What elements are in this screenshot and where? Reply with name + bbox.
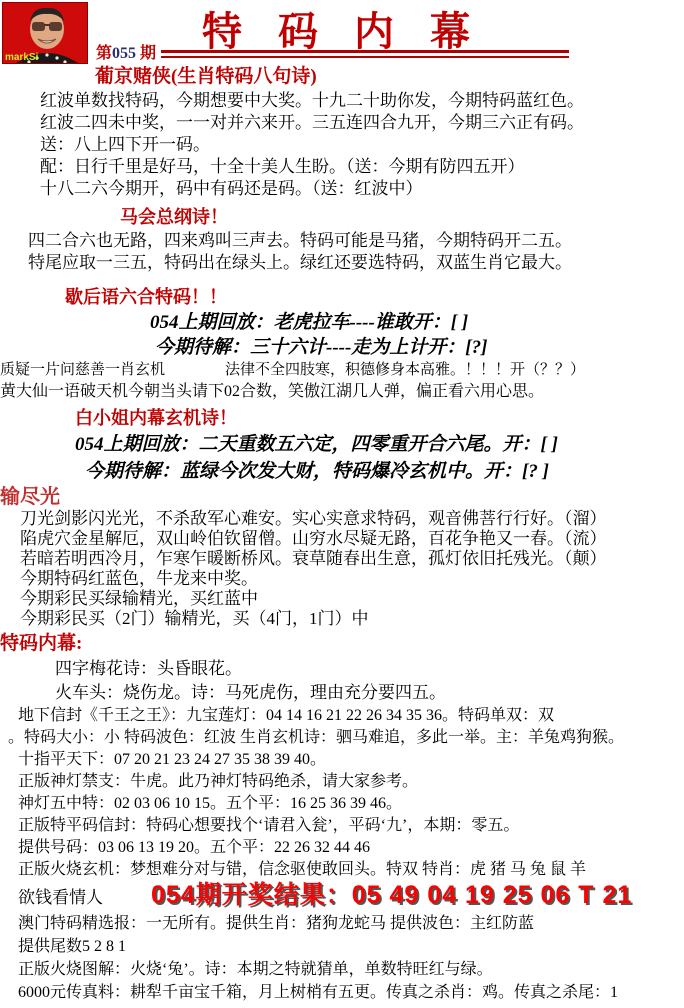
masthead	[0, 0, 684, 64]
sheet-body	[0, 64, 684, 1004]
logo-text: markSi	[5, 52, 39, 63]
title-double-underline	[161, 50, 569, 58]
poem-line: 四二合六也无路，四来鸡叫三声去。特码可能是马猪，今期特码开二五。	[28, 231, 572, 250]
masthead-logo	[2, 2, 88, 64]
poem-line: 红波二四未中奖，一一对并六来开。三五连四合九开，今期三六正有码。	[40, 113, 584, 132]
poem-line: 陷虎穴金星解厄，双山岭伯钦留僧。山穷水尽疑无路，百花争艳又一春。（流）	[20, 529, 607, 548]
issue-number: 第055 期	[96, 45, 157, 62]
section-heading-baixiaojie: 白小姐内幕玄机诗！	[75, 408, 237, 428]
hint-line: 黄大仙一语破天机今朝当头请下02合数，笑傲江湖几人弹，偏正看六用心思。	[0, 383, 545, 400]
tip-line: 神灯五中特：02 03 06 10 15。五个平：16 25 36 39 46。	[18, 795, 403, 812]
poem-line: 送：八上四下开一码。	[40, 135, 210, 154]
riddle-line: 今期待解：三十六计----走为上计开：[?]	[155, 337, 488, 358]
tip-line: 地下信封《千王之王》：九宝莲灯：04 14 16 21 22 26 34 35 36。特码单双：双	[18, 707, 555, 724]
issue-row	[96, 40, 569, 63]
tip-line: 十指平天下：07 20 21 23 24 27 35 38 39 40。	[18, 751, 327, 768]
tip-line: 正版火烧图解：火烧‘兔’。诗：本期之特就猜单，单数特旺红与绿。	[18, 961, 493, 978]
riddle-line: 054上期回放：二天重数五六定，四零重开合六尾。开：[ ]	[75, 434, 558, 455]
tip-line: 。特码大小：小 特码波色：红波 生肖玄机诗：驷马难追，多此一举。主：羊兔鸡狗猴。	[8, 729, 625, 746]
section-heading-pujing: 葡京赌侠(生肖特码八句诗)	[95, 66, 317, 87]
poem-line: 若暗若明西冷月，乍寒乍暖断桥风。衰草随春出生意，孤灯依旧托残光。（颠）	[20, 549, 607, 568]
poem-line: 今期特码红蓝色，牛龙来中奖。	[20, 569, 258, 588]
result-prefix: 欲钱看情人	[18, 888, 103, 907]
tip-line: 火车头：烧伤龙。诗：马死虎伤，理由充分要四五。	[55, 683, 446, 702]
draw-result-row	[0, 881, 684, 912]
hint-right: 法律不全四肢寒，积德修身本高雅。！！！开（？？）	[225, 362, 586, 378]
poem-line: 配：日行千里是好马，十全十美人生盼。（送：今期有防四五开）	[40, 157, 525, 176]
riddle-line: 今期待解：蓝绿今次发大财，特码爆冷玄机中。开：[? ]	[85, 461, 549, 482]
tip-line: 6000元传真料：耕犁千亩宝千箱，月上树梢有五更。传真之杀肖：鸡。传真之杀尾：1	[18, 984, 619, 1001]
tip-line: 正版火烧玄机：梦想难分对与错，信念驱使敢回头。特双 特肖：虎 猪 马 兔 鼠 羊	[18, 861, 587, 878]
draw-result: 054期开奖结果：05 49 04 19 25 06 T 21	[151, 881, 633, 909]
poem-line: 刀光剑影闪光光，不杀敌军心难安。实心实意求特码，观音佛菩行行好。（溜）	[20, 509, 607, 528]
section-heading-shujinguang: 输尽光	[0, 486, 60, 508]
tip-line: 提供号码：03 06 13 19 20。五个平：22 26 32 44 46	[18, 839, 371, 856]
poem-line: 十八二六今期开，码中有码还是码。（送：红波中）	[40, 179, 423, 198]
hint-line	[0, 360, 684, 381]
poem-line: 红波单数找特码，今期想要中大奖。十九二十助你发，今期特码蓝红色。	[40, 91, 584, 110]
riddle-line: 054上期回放：老虎拉车----谁敢开：[ ]	[150, 312, 469, 333]
page-title: 特码内幕	[202, 9, 506, 54]
tip-line: 澳门特码精选报：一无所有。提供生肖：猪狗龙蛇马 提供波色：主红防蓝	[18, 915, 535, 932]
tip-line: 提供尾数5 2 8 1	[18, 938, 127, 955]
section-heading-mahui: 马会总纲诗！	[120, 207, 228, 227]
poem-line: 今期彩民买（2门）输精光，买（4门，1门）中	[20, 609, 369, 628]
tip-line: 四字梅花诗：头昏眼花。	[55, 659, 242, 678]
tip-line: 正版特平码信封：特码心想要找个‘请君入瓮’，平码‘九’，本期：零五。	[18, 817, 520, 834]
tip-line: 正版神灯禁支：牛虎。此乃神灯特码绝杀，请大家参考。	[18, 773, 419, 790]
section-heading-temaneimu: 特码内幕:	[0, 633, 83, 654]
poem-line: 今期彩民买绿输精光，买红蓝中	[20, 589, 258, 608]
poem-line: 特尾应取一三五，特码出在绿头上。绿红还要选特码，双蓝生肖它最大。	[28, 253, 572, 272]
section-heading-xiehouyu: 歇后语六合特码！！	[65, 287, 227, 307]
hint-left: 质疑一片问慈善一肖玄机	[0, 362, 166, 378]
